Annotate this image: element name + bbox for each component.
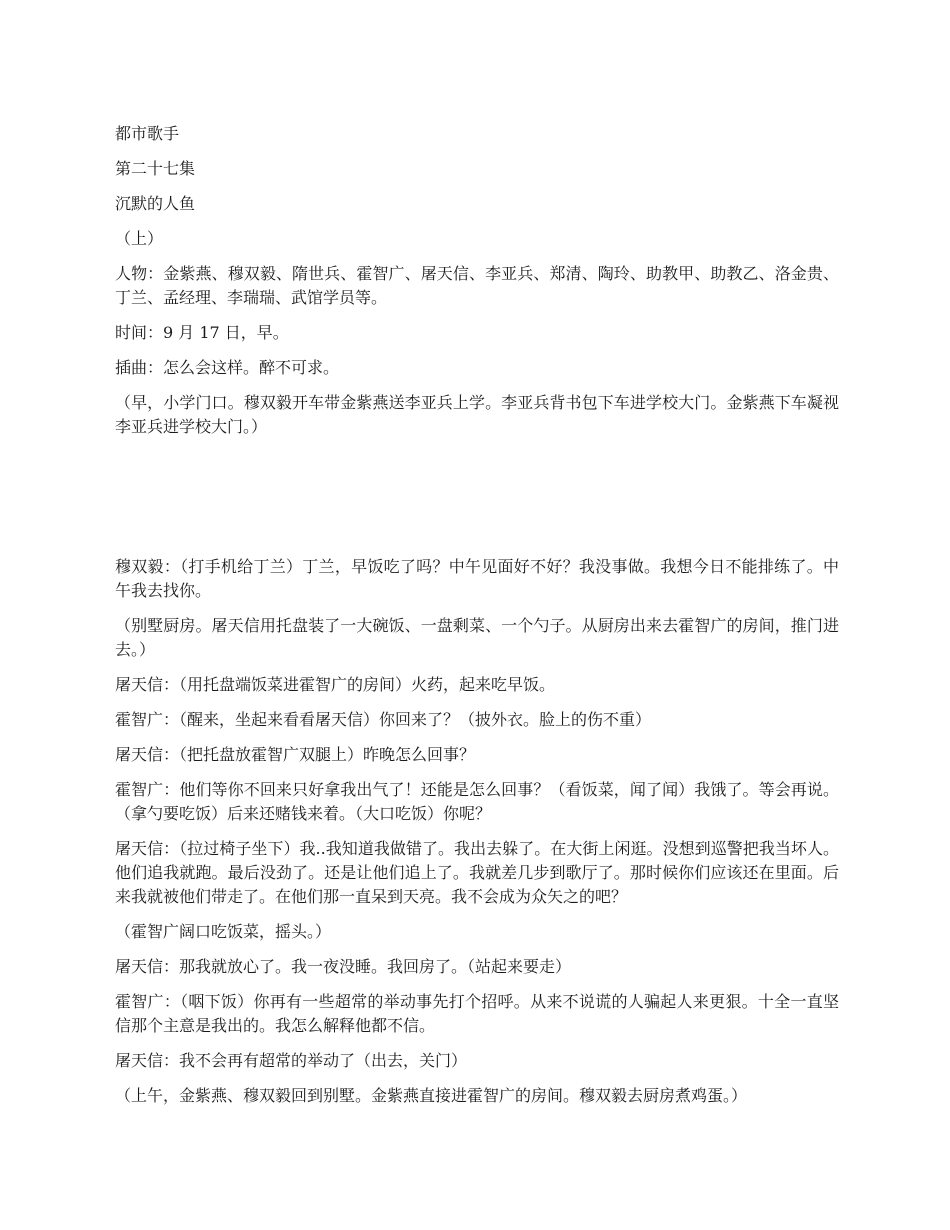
episode-number: 第二十七集: [115, 159, 196, 178]
dialogue-line: 屠天信：那我就放心了。我一夜没睡。我回房了。（站起来要走）: [115, 957, 572, 976]
part-label: （上）: [115, 229, 164, 248]
dialogue-line: 屠天信：我不会再有超常的举动了（出去，关门）: [115, 1051, 468, 1070]
dialogue-line: 屠天信：（把托盘放霍智广双腿上）昨晚怎么回事？: [115, 745, 476, 764]
episode-title: 沉默的人鱼: [115, 194, 196, 213]
dialogue-line: 穆双毅：（打手机给丁兰）丁兰，早饭吃了吗？中午见面好不好？我没事做。我想今日不能排练了。中午我去找你。: [115, 557, 839, 600]
cast-list: 人物：金紫燕、穆双毅、隋世兵、霍智广、屠天信、李亚兵、郑清、陶玲、助教甲、助教乙、洛金贵、丁兰、孟经理、李瑞瑞、武馆学员等。: [115, 264, 839, 307]
stage-direction: （上午，金紫燕、穆双毅回到别墅。金紫燕直接进霍智广的房间。穆双毅去厨房煮鸡蛋。）: [115, 1086, 748, 1105]
time-line: 时间：9 月 17 日，早。: [115, 323, 289, 342]
dialogue-line: 霍智广：（醒来，坐起来看看屠天信）你回来了？（披外衣。脸上的伤不重）: [115, 710, 652, 729]
songs-line: 插曲：怎么会这样。醉不可求。: [115, 358, 340, 377]
stage-direction: （别墅厨房。屠天信用托盘装了一大碗饭、一盘剩菜、一个勺子。从厨房出来去霍智广的房间，推门进去。）: [115, 616, 839, 659]
stage-direction: （霍智广阔口吃饭菜，摇头。）: [115, 922, 332, 941]
dialogue-line: 屠天信：（用托盘端饭菜进霍智广的房间）火药，起来吃早饭。: [115, 675, 556, 694]
dialogue-line: 屠天信：（拉过椅子坐下）我..我知道我做错了。我出去躲了。在大街上闲逛。没想到巡警把我当坏人。他们追我就跑。最后没劲了。还是让他们追上了。我就差几步到歌厅了。那时候你们应该还在里面。后来我就被他们带走了。在他们那一直呆到天亮。我不会成为众矢之的吧？: [115, 839, 839, 906]
dialogue-line: 霍智广：（咽下饭）你再有一些超常的举动事先打个招呼。从来不说谎的人骗起人来更狠。十全一直坚信那个主意是我出的。我怎么解释他都不信。: [115, 992, 839, 1035]
document-page: [115, 122, 839, 1119]
stage-direction: （早，小学门口。穆双毅开车带金紫燕送李亚兵上学。李亚兵背书包下车进学校大门。金紫燕下车凝视李亚兵进学校大门。）: [115, 393, 839, 436]
dialogue-line: 霍智广：他们等你不回来只好拿我出气了！还能是怎么回事？（看饭菜，闻了闻）我饿了。等会再说。（拿勺要吃饭）后来还赌钱来着。（大口吃饭）你呢？: [115, 780, 839, 823]
blank-gap: [115, 450, 839, 555]
series-title: 都市歌手: [115, 124, 180, 143]
